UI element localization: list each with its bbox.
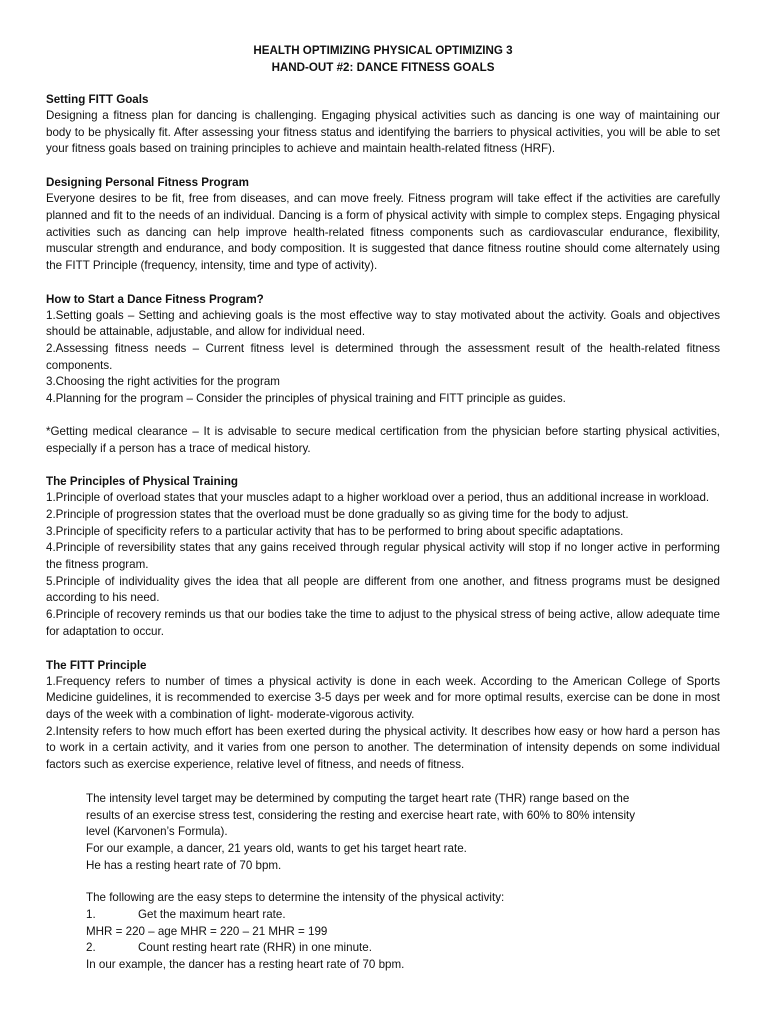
title-line-2: HAND-OUT #2: DANCE FITNESS GOALS: [271, 61, 495, 74]
document-title: [46, 42, 720, 76]
paragraph-designing-program: Everyone desires to be fit, free from diseases, and can move freely. Fitness program will take effect if the activities are carefully planned and fit to the needs of an individual. Dancing is a form of physical activity with simple to complex steps. Engaging physical activities such as dancing can help improve health-related fitness components such as cardiovascular endurance, flexibility, muscular strength and endurance, and body composition. It is suggested that dance fitness routine should come alternately using the FITT Principle (frequency, intensity, time and type of activity).: [46, 192, 720, 272]
step-text: Get the maximum heart rate.: [138, 908, 286, 922]
title-line-1: HEALTH OPTIMIZING PHYSICAL OPTIMIZING 3: [253, 44, 513, 57]
list-item: 4.Planning for the program – Consider the principles of physical training and FITT principle as guides.: [46, 392, 566, 406]
step-1: [86, 907, 660, 924]
list-fitt: [46, 674, 720, 774]
mhr-formula: MHR = 220 – age MHR = 220 – 21 MHR = 199: [86, 924, 328, 938]
list-item: 2.Assessing fitness needs – Current fitness level is determined through the assessment result of the health-related fitness components.: [46, 342, 720, 372]
list-item: 1.Frequency refers to number of times a physical activity is done in each week. According to the American College of Sports Medicine guidelines, it is recommended to exercise 3-5 days per week and for more optimal results, exercise can be done in most days of the week with a combination of light- moderate-vigorous activity.: [46, 674, 720, 721]
intensity-paragraph: The intensity level target may be determined by computing the target heart rate (THR) range based on the results of an exercise stress test, considering the resting and exercise heart rate, with 60% to 80% intensity level (Karvonen’s Formula).: [86, 791, 636, 839]
list-principles: [46, 490, 720, 640]
steps-intro: The following are the easy steps to determine the intensity of the physical activity:: [86, 891, 505, 905]
list-item: 3.Principle of specificity refers to a particular activity that has to be performed to bring about specific adaptations.: [46, 524, 624, 538]
heading-fitt-principle: The FITT Principle: [46, 658, 147, 672]
step-2-example: In our example, the dancer has a resting heart rate of 70 bpm.: [86, 958, 405, 972]
list-item: 6.Principle of recovery reminds us that our bodies take the time to adjust to the physical stress of being active, allow adequate time for adaptation to occur.: [46, 608, 720, 638]
intensity-section: [46, 791, 720, 974]
list-item: 2.Principle of progression states that the overload must be done gradually so as giving time for the body to adjust.: [46, 507, 629, 521]
step-number: 2.: [86, 941, 96, 955]
heading-how-to-start: How to Start a Dance Fitness Program?: [46, 292, 264, 306]
list-item: 1.Setting goals – Setting and achieving goals is the most effective way to stay motivated about the activity. Goals and objectives should be attainable, adjustable, and allow for individual need.: [46, 308, 720, 339]
heading-setting-fitt-goals: Setting FITT Goals: [46, 93, 149, 106]
heading-principles: The Principles of Physical Training: [46, 475, 238, 489]
list-item: 3.Choosing the right activities for the program: [46, 375, 280, 389]
list-how-to-start: [46, 308, 720, 408]
paragraph-setting-fitt-goals: Designing a fitness plan for dancing is challenging. Engaging physical activities such as dancing is one way of maintaining our body to be physically fit. After assessing your fitness status and identifying the barriers to physical activities, you will be able to set your fitness goals based on training principles to achieve and maintain health-related fitness (HRF).: [46, 109, 720, 156]
example-line-1: For our example, a dancer, 21 years old, wants to get his target heart rate.: [86, 841, 467, 855]
step-2: [86, 940, 660, 957]
list-item: 2.Intensity refers to how much effort has been exerted during the physical activity. It describes how easy or how hard a person has to work in a certain activity, and it varies from one person to another. The determination of intensity depends on some individual factors such as exercise experience, relative level of fitness, and needs of fitness.: [46, 724, 720, 772]
list-item: 1.Principle of overload states that your muscles adapt to a higher workload over a period, thus an additional increase in workload.: [46, 491, 710, 505]
medical-clearance-note: *Getting medical clearance – It is advisable to secure medical certification from the physician before starting physical activities, especially if a person has a trace of medical history.: [46, 424, 720, 455]
heading-designing-program: Designing Personal Fitness Program: [46, 176, 249, 190]
step-text: Count resting heart rate (RHR) in one minute.: [138, 941, 372, 955]
example-line-2: He has a resting heart rate of 70 bpm.: [86, 858, 282, 872]
spacer: [86, 874, 660, 890]
step-number: 1.: [86, 908, 96, 922]
list-item: 5.Principle of individuality gives the idea that all people are different from one another, and fitness programs must be designed according to his need.: [46, 574, 720, 605]
list-item: 4.Principle of reversibility states that any gains received through regular physical activity will stop if no longer active in performing the fitness program.: [46, 541, 720, 572]
